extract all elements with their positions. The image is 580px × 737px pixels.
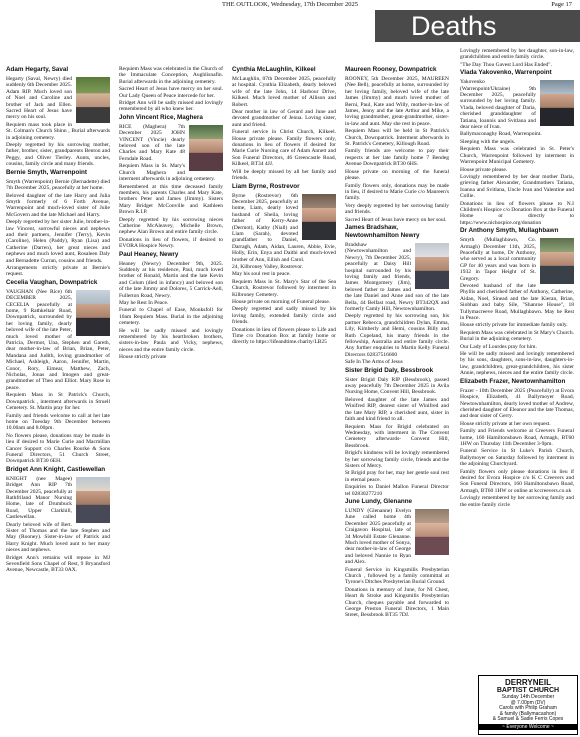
portrait-photo: [302, 194, 336, 240]
notice-text: "The Day Thou Gavest Lord Has Ended".: [460, 61, 552, 68]
notice: [345, 498, 449, 619]
notice-text: Funeral to Chapel of Ease, Monksfoll for 10am Requiem Mass. Burial in the adjoining cemetery.: [119, 307, 223, 327]
notice: [119, 251, 223, 361]
notice-text: Ballymaconaghy Road, Warrenpoint.: [460, 131, 542, 138]
column-5: [460, 48, 574, 672]
notice-text: Family and friends welcome to call at her late home on Tuesday 9th December between 10.00am and 8.00pm.: [6, 412, 110, 432]
notice-text: May he Rest In Peace.: [119, 300, 169, 306]
notice-text: Family friends are welcome to pay their respects at her late family home 7 Bendeg Avenue Downpatrick BT30 6HS.: [345, 148, 449, 168]
portrait-photo: [76, 477, 110, 523]
notice-name: Adam Hegarty, Saval: [6, 66, 69, 73]
notice-text: Requiem Mass in St. Mary's Church Maghera and interment afterwards in adjoining cemetery.: [119, 163, 216, 183]
notice-text: St Brigid pray for her, may her gentle soul rest in eternal peace.: [345, 470, 449, 483]
notice-name: Elizabeth Frazer, Newtownhamilton: [460, 377, 566, 385]
notice-text: Brigid's kindness will be lovingly remembered by her sorrowing family circle, friends and the Sisters of Mercy.: [345, 450, 449, 469]
portrait-photo: [415, 509, 449, 555]
notice-text: Family flowers only please donations in lieu if desired for Evora Hospice c/o K C Creevers and Son Funeral Directors, 160 Hamiltonsbawn Road, Armagh, BT60 1HW or online at kccreevers.co.uk: [460, 468, 574, 494]
notice-text: Deeply regretted and sadly missed by his loving family, extended family circle and friends.: [232, 306, 336, 326]
notice-text: VAUGHAN (Nee Rice) 6th DECEMBER 2025, CECELIA peacefully at home, 9 Rathkeltair Road, Downpatrick, surrounded by her loving family, dearly beloved wife of the late Peter, much loved mother of Patricia, Dermot, Una, Stephen and Gareth, dear mother-in-law of Brian, Brian, Peter, Mandana and Judith, loving grandmother of Michael, Ashleigh, Aaron, Jennifer, Martin, Conor, Rory, Eimear, Matthew, Zach, Nicholas, Jonas and Imogen and great-grandmother of Theo and Elliot. Mary Rose in peace.: [6, 288, 110, 391]
notice-text: Lovingly remembered by her daughter, son-in-law, grandchildren and entire family circle.: [460, 48, 574, 61]
notice-text: Beloved daughter of the late Harry and Julia Smyth formerly of 6 Forth Avenue, Warrenpoint and much-loved sister of Julie McGovern and the late Michael and Harry.: [6, 192, 110, 218]
notice-text: Donations in lieu of flowers, if desired to EVORA Hospice Newry.: [119, 236, 223, 250]
column-1: [6, 66, 110, 735]
masthead: THE OUTLOOK, Wednesday, 17th December 2025: [222, 1, 358, 8]
notice: [232, 66, 336, 182]
notice-text: Requiem Mass in St. Mary's Star of the Sea Church, Rostrevor followed by interment in Kilbroney Cemetery.: [232, 278, 336, 298]
notice-text: Enquiries to Daniel Mallon Funeral Director tel 02830277210: [345, 484, 449, 497]
notice-text: Donations in lieu of flowers please to N.I Children's Hospice c/o Donation Box at the Funeral Home or directly to https://www.nichospice.org/donation: [460, 200, 574, 226]
notice-text: House strictly private: [119, 354, 167, 361]
notice-text: Dear mother in law of Gerard and June and devoted grandmother of Jenna. Loving sister, aunt and friend.: [232, 109, 336, 128]
notice-text: Funeral service in Christ Church, Kilkeel. House private please. Family flowers only, donations in lieu of flowers if desired for Marie Curie Nursing care of Adam Annett and Son Funeral Directors, 46 Greencastle Road, Kilkeel, BT34 4JJ.: [232, 129, 336, 168]
notice-text: Requiem Mass for Brigid celebrated on Wednesday, with interment in The Convent Cemetery afterwards- Convent Hill, Bessbrook.: [345, 423, 449, 449]
notice-text: RICE (Maghera) 7th December 2025 JOHN VINCENT (Vincie) dearly beloved son of the late Charles and Mary Kate 48 Ferndale Road.: [119, 123, 185, 162]
notice-text: Family flowers only, donations may be made in lieu, if desired to Marie Curie c/o Maureen's family.: [345, 182, 449, 202]
notice: [6, 66, 110, 168]
notice-text: Frazer - 10th December 2025 (Peacefully) at Evora Hospice, Elizabeth, 41 Ballymoyer Road, Newtownhamilton, dearly loved mother of Andrew, cherished daughter of Eleanor and the late Thomas, and dear sister of Gerry.: [460, 387, 574, 420]
notice-text: Smyth (Mullaghbawn, Co. Armagh) December 11th, 2025, Peacefully at home, Dr Anthony, who served as a local community GP for 40 years and was born in 1932 in Tapor Height of St. Gregory.: [460, 237, 536, 282]
notice-text: Lovingly remembered by her sorrowing family and the entire family circle: [460, 495, 574, 508]
notice-name: John Vincent Rice, Maghera: [119, 113, 203, 121]
notice-text: Family and Friends welcome at Creevers Funeral home, 160 Hamiltonsbawn Road, Armagh, BT60 1HW on Thursday 11th December 3-9pm.: [460, 428, 574, 447]
notice: [232, 183, 336, 346]
advert-line: @ 7.00pm (DV): [510, 699, 546, 706]
notice: [119, 114, 223, 250]
page-header: [0, 0, 580, 9]
notice-text: He will be sadly missed and lovingly remembered by his sons, daughters, sons-in-law, daughters-in-law, grandchildren, great-grandchildren, his sister Annie, nephews, nieces and the entire family circle.: [460, 351, 574, 377]
notice-text: Will be deeply missed by all her family and friends.: [232, 168, 336, 182]
notice-text: Smyth (Warrenpoint) Bernie (Bernadette) died 7th December 2025, peacefully at her home.: [6, 178, 110, 192]
notice-text: Deeply regretted by his sorrowing mother, father, brother, sister, grandparents Benton and Peggy, and Oliver Tierley. Aunts, uncles, cousins, family circle and many friends.: [6, 142, 110, 168]
notice-text: Our Lady of Lourdes pray for him.: [460, 343, 537, 350]
notice-text: Requiem Mass was celebrated in St. Peter's Church, Warrenpoint followed by interment in Warrenpoint Municipal Cemetery.: [460, 146, 574, 166]
notice-name: Cynthia McLaughlin, Kilkeel: [232, 66, 316, 73]
page-number: Page 17: [551, 1, 572, 8]
section-title: Deaths: [411, 11, 497, 41]
notice: [345, 66, 449, 223]
notice-text: Requiem Mass will be held in St Patrick's Church, Downpatrick. Interment afterwards in St. Patrick's Cemetery, Killough Road.: [345, 128, 449, 148]
notice-text: Bradshaw (Newtownhamilton and Newry), 7th December 2025, peacefully at Daisy Hill hospital surrounded by his loving family and friends, James Montgomery (Jim), beloved father to James and the late Daniel and Anne and son of the late Bella, 44 Belfast road, Newry BT342QX and formerly Camly Hill, Newtownhamilton.: [345, 241, 449, 312]
notice: [460, 378, 574, 508]
notice-text: Sacred Heart of Jesus have mercy on her soul.: [345, 216, 447, 223]
notice: [460, 69, 574, 226]
column-3: [232, 66, 336, 735]
notice-text: Funeral Service in Kingsmills Presbyterian Church , followed by a family committal at Tyrone's Ditches Presbyterian Burial Ground.: [345, 566, 449, 586]
notice-text: Requiem Mass in St Patrick's Church, Downpatrick , interment afterwards in Struell Cemetery. St. Martin pray for her.: [6, 392, 110, 412]
advert-line: Sunday 14th December: [501, 694, 555, 700]
portrait-photo: [76, 290, 110, 336]
notice: [345, 367, 449, 497]
notice: [6, 279, 110, 465]
notice-text: Donations in memory of June, for NI Chest, Heart & Stroke and Kingsmills Presbyterian Church, cheques payable and forwarded to George Preston Funeral Directors, 1 Main Street, Bessbrook BT35 7DJ.: [345, 586, 449, 619]
notice-text: Heaney (Newry) December 9th, 2025. Suddenly at his residence, Paul, much loved brother of Ronald, Martin and the late Kevin and Colum (died in infancy) and beloved son of the late Jimmy and Dolores, 5 Carrick-Aell, Fullerton Road, Newry.: [119, 260, 223, 299]
notice-text: Devoted husband of the late Phyllis and cherished father of Anthony, Catherine, Aidan, Noel, Sinead and the late Kieran, Brian, Siobhan and baby Sile, "Shanroe House", 18 Tullymacreeve Road, Mullaghbawn. May he Rest in Peace.: [460, 283, 574, 322]
column-2: [119, 66, 223, 735]
notice-name: Paul Heaney, Newry: [119, 250, 179, 258]
notice-name: James Bradshaw, Newtownhamilton Newry: [345, 223, 420, 239]
notice-text: Requiem Mass was celebrated in the Church of the Immaculate Conception, Aughlisnafin. Burial afterwards in the adjoining cemetery.: [119, 66, 223, 85]
notice-text: Sister Brigid Daly RIP (Bessbrook), passed away peacefully 7th December 2025 in Avila Nursing Home, Convent Hill, Bessbrook.: [345, 376, 449, 396]
notice-text: Requiem mass took place in St. Colman's Church Shinn , Burial afterwards in adjoining cemetery.: [6, 121, 110, 141]
portrait-photo: [415, 243, 449, 289]
portrait-photo: [540, 80, 574, 126]
portrait-photo: [540, 238, 574, 284]
notice-text: Sacred Heart of Jesus have mercy on her soul. Our Lady Queen of Peace intercede for her.: [119, 86, 223, 99]
advert-footer: ~ Everyone Welcome ~: [479, 724, 577, 730]
notice-text: House strictly private at her own request.: [460, 420, 551, 427]
portrait-photo: [189, 125, 223, 171]
advert-line: & Samuel & Sadie Ferris Copes: [492, 716, 564, 723]
notice-name: Bridget Ann Knight, Castlewellan: [6, 465, 106, 473]
portrait-photo: [76, 77, 110, 123]
notice-text: No flowers please, donations may be made in lieu if desired to Marie Curie and Macmillan Cancer Support c/o Charles Rourke & Sons Funeral Directors, 51 Church Street, Downpatrick BT30 6EH.: [6, 432, 110, 465]
notice-name: Cecelia Vaughan, Downpatrick: [6, 278, 98, 286]
notice-text: Hegarty (Saval, Newry) died suddenly 6th December 2025. Adam RIP. Much loved son of Noel and Caroline and brother of Jack and Ellen. Sacred Heart of Jesus have mercy on his soul.: [6, 76, 72, 121]
notice: [460, 227, 574, 377]
notice-name: Vlada Yakovenko, Warrenpoint: [460, 69, 552, 77]
notice-name: Maureen Rooney, Downpatrick: [345, 66, 437, 73]
notice-text: Dearly beloved wife of Bert. Sister of Thomas and the late Stephen and May (Rooney). Sister-in-law of Patrick and Harry Knight. Much loved aunt to her many nieces and nephews.: [6, 521, 110, 554]
notice-text: May his soul rest in peace.: [232, 271, 291, 278]
notice-text: House private on morning of the funeral please.: [345, 168, 449, 182]
notice-text: He will be sadly missed and lovingly remembered by his heartbroken brothers, sisters-in-law Paula and Vicky, nephews, nieces and the entire family circle.: [119, 327, 223, 353]
notice-text: Beloved daughter of the late James and Winifred RIP, dearest sister of Winifred and the late Mary RIP, a cherished aunt, sister in faith and kind friend to all.: [345, 396, 449, 423]
notice-text: 24, Kilbroney Valley, Rostrevor.: [232, 263, 304, 270]
notice: [6, 466, 110, 574]
notice-text: Bridget Ann's remains will repose in MJ Sevenfield Sons Chapel of Rest, 9 Bryansford Avenue, Newcastle, BT33 0AX.: [6, 554, 110, 574]
column-4: [345, 66, 449, 735]
notice-text: Funeral Service in St Luke's Parish Church, Ballymoyer on Saturday followed by interment in the adjoining Churchyard.: [460, 448, 574, 468]
notice-text: Byrne (Rostrevor) 6th December 2025, peacefully at home, Liam, dearly loved husband of Sheila, loving father of Kerry-Anne (Dermot), Kathy (Niall) and Liam (Sarah), devoted grandfather to Daniel, Darragh, Adam, Aidan, Lauren, Abbie, Evie, Holly, Erin, Enya and Daithi and much-loved brother of Ann, Eilish and Carol.: [232, 192, 336, 263]
notice-text: Very deeply regretted by her sorrowing family and friends.: [345, 202, 449, 216]
notice-name: Sister Brigid Daly, Bessbrook: [345, 366, 434, 374]
church-advert: [478, 675, 578, 735]
notice-name: Bernie Smyth, Warrenpoint: [6, 168, 87, 176]
notice-name: Liam Byrne, Rostrevor: [232, 182, 300, 190]
notice-text: Donations in lieu of flowers please to Life and Time c/o Donation Box at family home or directly to https://lifeandtime.charity/LB25: [232, 326, 336, 346]
notice-text: Remembered at this time deceased family members, his parents Charles and Mary Kate, brothers Peter and James (Jimmy). Sisters Mary Bridget McConville and Kathleen Brown R.I.P.: [119, 183, 223, 216]
notice-text: Sleeping with the angels.: [460, 138, 516, 145]
notice-text: House strictly private for immediate family only.: [460, 322, 568, 329]
notice-text: Bridget Ann will be sadly missed and lovingly remembered by all who knew her.: [119, 100, 223, 113]
notice-text: House private on morning of Funeral please.: [232, 299, 331, 305]
section-banner: [375, 10, 580, 42]
advert-line: & family (Ballymacashon): [499, 710, 557, 717]
notice-text: Safe In The Arms of Jesus: [345, 359, 403, 366]
advert-line: Carols with Philip Graham: [499, 705, 557, 712]
notice-text: Deeply regretted by her sister Julie, brother-in-law Vincent, sorrowful nieces and nephews and their partners, Jennifer (Terry), Kevin (Caroline), Helen (Paddy), Ryan (Lisa) and Catherine (Darren), her great nieces and nephews and much loved aunt, Rosaleen Daly and Bernadette Curran, cousins and friends.: [6, 219, 110, 264]
notice-text: Deeply regretted by his sorrowing nieces Catherine McAleavey, Michelle Brown, nephew Alan Brown and entire family circle.: [119, 216, 223, 236]
advert-title: DERRYNEIL: [505, 678, 551, 687]
notice-text: Yakovenko (Warrenpoint/Ukraine) 9th December 2025, peacefully surrounded by her loving family. Vlada, beloved daughter of Daria, cherished granddaughter of Tatiana, Ioannis and Svitlana and dear niece of Ivan.: [460, 79, 536, 131]
notice-text: KNIGHT (nee Magee) Bridget Ann RIP 7th December 2025, peacefully at Rathfriland Manor Nursing Home, late of Drumbuck Road, Upper Clarkhill, Castlewellan.: [6, 475, 72, 521]
notice-text: Deeply regretted by his sorrowing son, his partner Rebecca, grandchildren Dylan, Emma, Lily, Kimberly and Hemi, cousins Billy and Ruth Copeland, his many friends in the fellowship, Australia and entire family circle. Any further enquiries to Martin Kelly Funeral Directors 02837516600: [345, 313, 449, 358]
notice: [345, 224, 449, 366]
notice-text: Requiem Mass was celebrated in St Mary's Church. Burial in the adjoining cemetery.: [460, 329, 574, 343]
notice: [6, 169, 110, 278]
notice-text: McLaughlin, 07th December 2025, peacefully at hospital. Cynthia Elizabeth, dearly beloved wife of the late John, 14 Harbour Drive, Kilkeel. Much loved mother of Allison and Robert.: [232, 76, 336, 108]
notice-text: Arrangements strictly private at Bernie's request.: [6, 264, 110, 278]
notice-name: Dr Anthony Smyth, Mullaghbawn: [460, 227, 559, 235]
notice-text: Lovingly remembered by her dear mother Daria, grieving father Alexander, Grandmothers Tatiana, Ioanna and Svitlana, Uncle Ivan and Valentine and Collie.: [460, 173, 574, 200]
advert-subtitle: BAPTIST CHURCH: [496, 687, 560, 694]
notice-text: House private please.: [460, 166, 508, 173]
notice-text: LUNDY (Glenanne) Evelyn June called home 4th December 2025 peacefully at Craigavon Hospital, late of 34 Mowhill Estate Glenanne. Much loved mother of Sonya, dear mother-in-law of George and beloved Nannie to Ryan and Alex.: [345, 507, 411, 566]
notice-text: ROONEY, 5th December 2025, MAUREEN (Nee Bell), peacefully at home, surrounded by her loving family, beloved wife of the late James (Jimmy) and much loved mother of Berni, Paul, Kate and Willy, mother-in-law of James, Jenny and the late Arthur and Mike, a loving grandmother, great-grandmother, sister-in-law and aunt. May she rest in peace.: [345, 76, 449, 127]
notice-name: June Lundy, Glenanne: [345, 497, 413, 505]
